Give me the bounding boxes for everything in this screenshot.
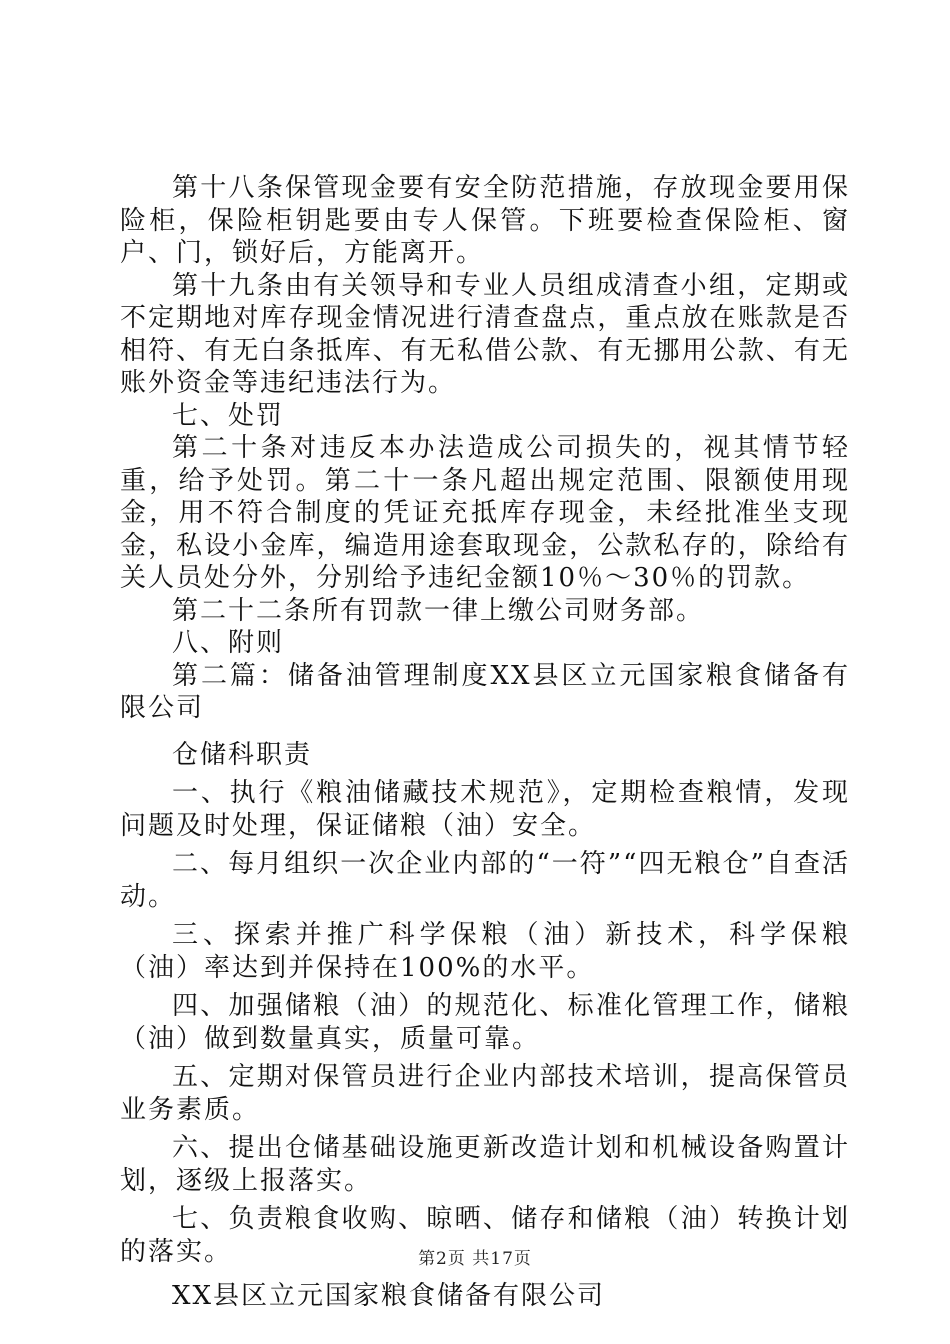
duty-item-7: 七、负责粮食收购、晾晒、储存和储粮（油）转换计划的落实。 xyxy=(120,1204,850,1267)
company-signature: XX县区立元国家粮食储备有限公司 xyxy=(172,1281,606,1311)
paragraph-article-20-21: 第二十条对违反本办法造成公司损失的，视其情节轻重，给予处罚。第二十一条凡超出规定范围、限额使用现金，用不符合制度的凭证充抵库存现金，未经批准坐支现金，私设小金库，编造用途套取现金，公款私存的，除给有关人员处分外，分别给予违纪金额10％～30％的罚款。 xyxy=(120,433,850,593)
section-heading-storage-duties: 仓储科职责 xyxy=(172,739,313,770)
duty-item-2: 二、每月组织一次企业内部的“一符”“四无粮仓”自查活动。 xyxy=(120,849,850,912)
duty-item-5: 五、定期对保管员进行企业内部技术培训，提高保管员业务素质。 xyxy=(120,1062,850,1125)
document-body xyxy=(120,172,850,1313)
paragraph-article-18: 第十八条保管现金要有安全防范措施，存放现金要用保险柜，保险柜钥匙要由专人保管。下班要检查保险柜、窗户、门，锁好后，方能离开。 xyxy=(120,173,850,268)
duty-item-6: 六、提出仓储基础设施更新改造计划和机械设备购置计划，逐级上报落实。 xyxy=(120,1133,850,1196)
chapter-title-second: 第二篇：储备油管理制度XX县区立元国家粮食储备有限公司 xyxy=(120,660,850,723)
paragraph-article-19: 第十九条由有关领导和专业人员组成清查小组，定期或不定期地对库存现金情况进行清查盘点，重点放在账款是否相符、有无白条抵库、有无私借公款、有无挪用公款、有无账外资金等违纪违法行为。 xyxy=(120,270,850,398)
paragraph-article-22: 第二十二条所有罚款一律上缴公司财务部。 xyxy=(172,595,705,626)
section-heading-supplementary: 八、附则 xyxy=(172,628,285,658)
section-heading-penalties: 七、处罚 xyxy=(172,400,285,431)
duty-item-1: 一、执行《粮油储藏技术规范》，定期检查粮情，发现问题及时处理，保证储粮（油）安全。 xyxy=(120,778,850,841)
duty-item-4: 四、加强储粮（油）的规范化、标准化管理工作，储粮（油）做到数量真实，质量可靠。 xyxy=(120,991,850,1054)
duty-item-3: 三、探索并推广科学保粮（油）新技术，科学保粮（油）率达到并保持在100%的水平。 xyxy=(120,920,850,983)
page-number-footer: 第2页 共17页 xyxy=(418,1249,532,1269)
